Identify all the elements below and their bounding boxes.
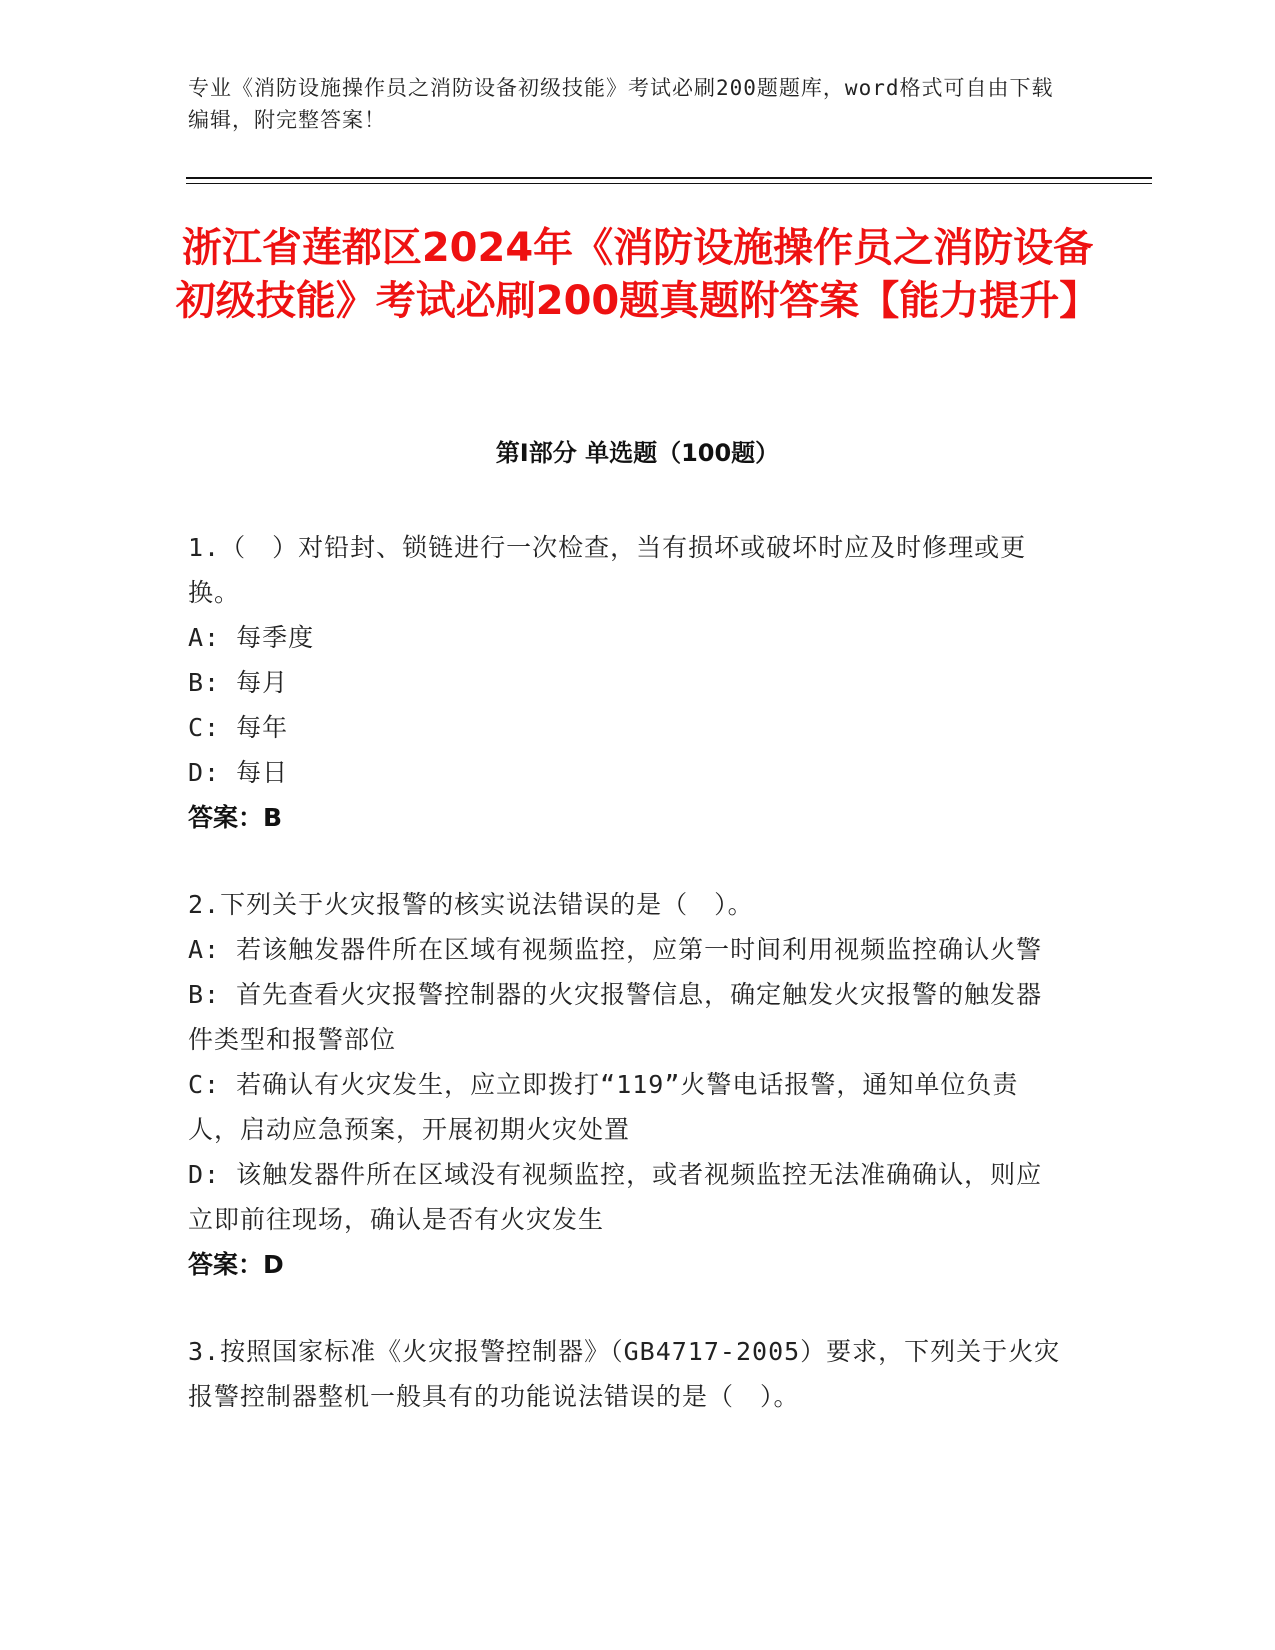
question-stem: 2.下列关于火灾报警的核实说法错误的是（ ）。 [188, 890, 754, 919]
question-stem: 3.按照国家标准《火灾报警控制器》（GB4717-2005）要求，下列关于火灾报警控制器整机一般具有的功能说法错误的是（ ）。 [188, 1337, 1061, 1411]
section-heading: 第Ⅰ部分 单选题（100题） [495, 439, 780, 467]
question-2 [188, 882, 1068, 1287]
question-stem: 1.（ ）对铅封、锁链进行一次检查，当有损坏或破坏时应及时修理或更换。 [188, 533, 1027, 607]
answer-label: 答案：D [188, 1250, 284, 1279]
question-1 [188, 525, 1068, 840]
option-b: B: 每月 [188, 668, 289, 697]
question-3 [188, 1329, 1068, 1419]
header-divider-thick [186, 177, 1152, 179]
option-c: C: 若确认有火灾发生，应立即拨打“119”火警电话报警，通知单位负责人，启动应急预案，开展初期火灾处置 [188, 1070, 1019, 1144]
document-title: 浙江省莲都区2024年《消防设施操作员之消防设备初级技能》考试必刷200题真题附答案【能力提升】 [175, 225, 1100, 324]
question-list [188, 525, 1068, 1461]
option-c: C: 每年 [188, 713, 289, 742]
header-note: 专业《消防设施操作员之消防设备初级技能》考试必刷200题题库，word格式可自由下载编辑，附完整答案！ [188, 76, 1054, 132]
option-d: D: 每日 [188, 758, 289, 787]
option-a: A: 每季度 [188, 623, 315, 652]
option-d: D: 该触发器件所在区域没有视频监控，或者视频监控无法准确确认，则应立即前往现场，确认是否有火灾发生 [188, 1160, 1043, 1234]
answer-label: 答案：B [188, 803, 283, 832]
option-a: A: 若该触发器件所在区域有视频监控，应第一时间利用视频监控确认火警 [188, 935, 1043, 964]
header-divider-thin [186, 183, 1152, 184]
option-b: B: 首先查看火灾报警控制器的火灾报警信息，确定触发火灾报警的触发器件类型和报警部位 [188, 980, 1043, 1054]
